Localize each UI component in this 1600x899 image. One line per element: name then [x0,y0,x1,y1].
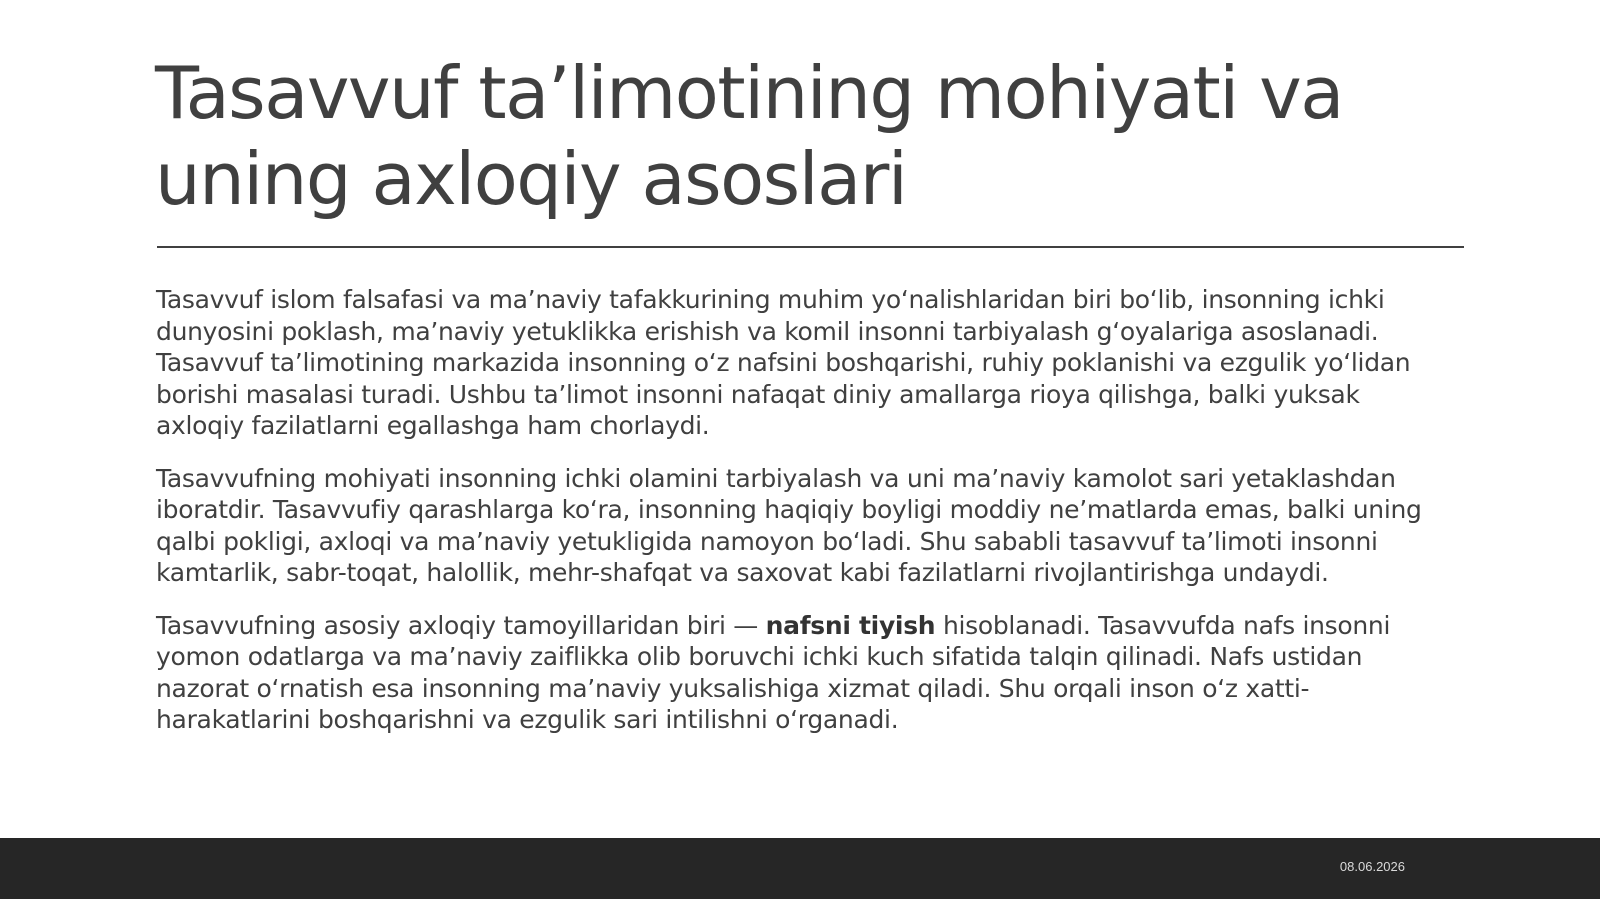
slide-title-line: Tasavvuf ta’limotining mohiyati va [155,51,1343,135]
slide-title-line: uning axloqiy asoslari [155,137,907,221]
paragraph-line: dunyosini poklash, ma’naviy yetuklikka erishish va komil insonni tarbiyalash g‘oyalariga asoslanadi. [156,316,1379,346]
paragraph-text: Tasavvufning asosiy axloqiy tamoyillaridan biri — [156,610,766,640]
emphasis-term: nafsni tiyish [765,610,936,640]
paragraph-line: nazorat o‘rnatish esa insonning ma’naviy yuksalishiga xizmat qiladi. Shu orqali inson o‘z xatti- [156,673,1310,703]
paragraph-line: harakatlarini boshqarishni va ezgulik sari intilishni o‘rganadi. [156,705,899,734]
slide-title [155,50,1455,222]
paragraph-line: borishi masalasi turadi. Ushbu ta’limot insonni nafaqat diniy amallarga rioya qilishga, balki yuksak [156,379,1360,409]
paragraph-line: kamtarlik, sabr-toqat, halollik, mehr-shafqat va saxovat kabi fazilatlarni rivojlantirishga undaydi. [156,558,1329,587]
paragraph-line: yomon odatlarga va ma’naviy zaiflikka olib boruvchi ichki kuch sifatida talqin qilinadi. Nafs ustidan [156,642,1363,671]
paragraph-line: Tasavvuf islom falsafasi va ma’naviy tafakkurining muhim yo‘nalishlaridan biri bo‘lib, insonning ichki [156,285,1385,314]
paragraph-line: iboratdir. Tasavvufiy qarashlarga ko‘ra, insonning haqiqiy boyligi moddiy ne’matlarda emas, balki uning [156,495,1422,524]
slide-body [156,284,1466,757]
footer-bar [0,838,1600,899]
paragraph-intro [156,284,1466,442]
footer-date: 08.06.2026 [1339,859,1405,874]
paragraph-text: hisoblanadi. Tasavvufda nafs insonni [935,610,1391,640]
paragraph-line [156,610,1466,642]
paragraph-line: qalbi pokligi, axloqi va ma’naviy yetukligida namoyon bo‘ladi. Shu sababli tasavvuf ta’limoti insonni [156,526,1378,556]
paragraph-principles [156,610,1466,736]
paragraph-line: axloqiy fazilatlarni egallashga ham chorlaydi. [156,411,710,440]
paragraph-line: Tasavvufning mohiyati insonning ichki olamini tarbiyalash va uni ma’naviy kamolot sari yetaklashdan [156,463,1396,493]
paragraph-line: Tasavvuf ta’limotining markazida insonning o‘z nafsini boshqarishi, ruhiy poklanishi va ezgulik yo‘lidan [156,348,1411,377]
paragraph-essence [156,463,1466,589]
title-divider [157,246,1464,248]
